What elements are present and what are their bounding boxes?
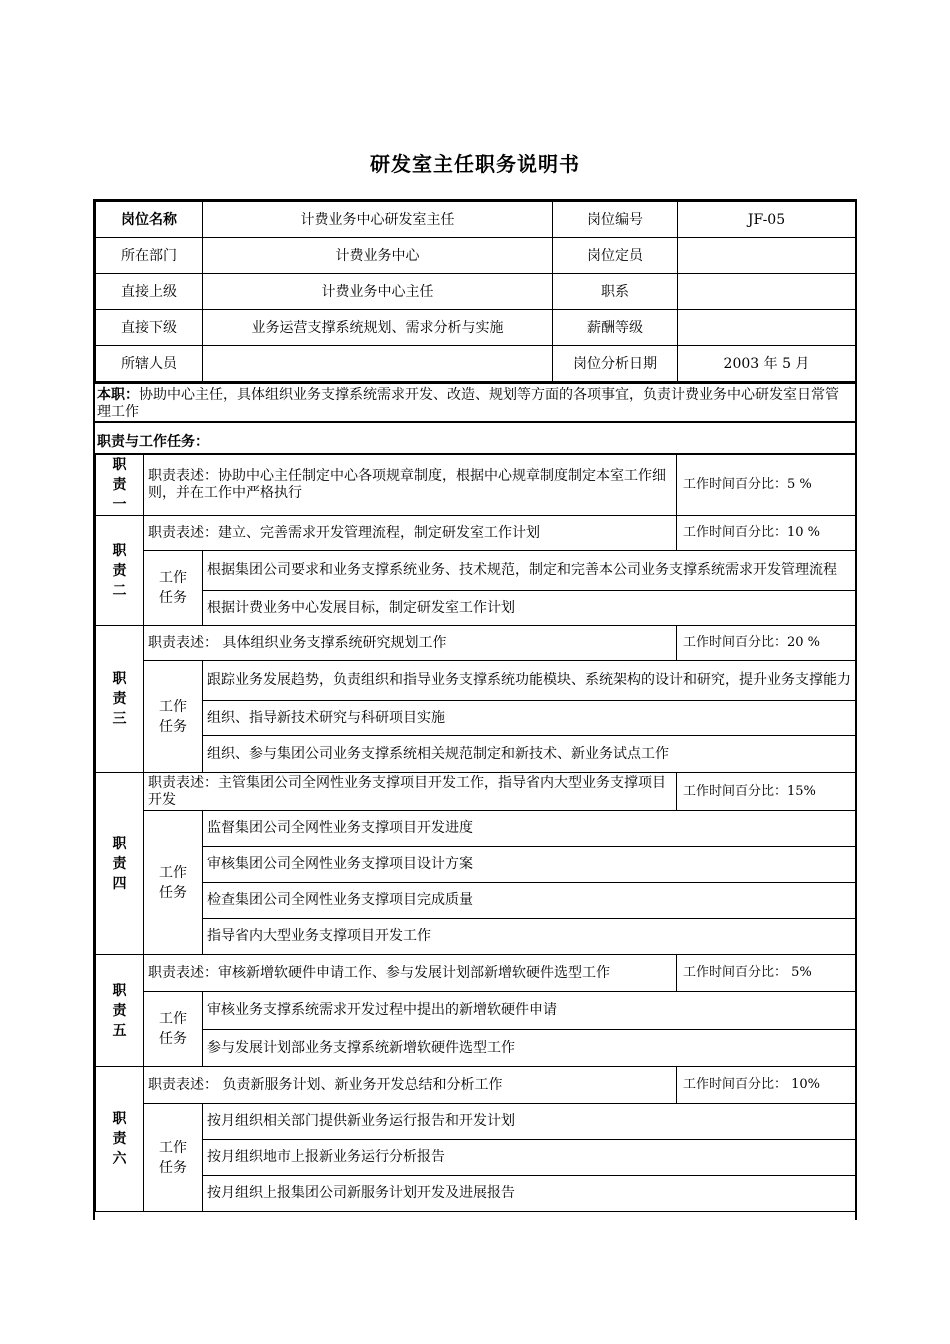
- task-row: [96, 736, 856, 773]
- info-value: 计费业务中心: [203, 238, 553, 274]
- info-value: 2003 年 5 月: [678, 346, 856, 382]
- info-label: 直接下级: [96, 310, 203, 346]
- duty-row: [96, 626, 856, 661]
- job-summary-label: 本职：: [97, 387, 139, 403]
- task-row: [96, 1176, 856, 1212]
- task-item: 根据集团公司要求和业务支撑系统业务、技术规范，制定和完善本公司业务支撑系统需求开发管理流程: [203, 551, 856, 591]
- info-value: 计费业务中心主任: [203, 274, 553, 310]
- duty-time-percentage: 工作时间百分比：10 %: [677, 516, 856, 551]
- duty-description: 职责表述： 负责新服务计划、新业务开发总结和分析工作: [144, 1067, 677, 1104]
- info-value: [678, 274, 856, 310]
- duty-category: 职 责 四: [96, 773, 144, 955]
- task-row: [96, 1030, 856, 1067]
- task-row: [96, 919, 856, 955]
- duty-category: 职 责 一: [96, 455, 144, 516]
- task-row: [96, 1104, 856, 1140]
- duty-row: [96, 516, 856, 551]
- duty-description: 职责表述：协助中心主任制定中心各项规章制度，根据中心规章制度制定本室工作细则，并在工作中严格执行: [144, 455, 677, 516]
- info-label: 岗位编号: [553, 202, 678, 238]
- info-value: [678, 310, 856, 346]
- duty-time-percentage: 工作时间百分比：20 %: [677, 626, 856, 661]
- task-row: [96, 883, 856, 919]
- duty-time-percentage: 工作时间百分比：5 %: [677, 455, 856, 516]
- task-row: [96, 701, 856, 736]
- info-row: [96, 274, 856, 310]
- duty-row: [96, 455, 856, 516]
- tasks-label: 工作任务: [144, 992, 203, 1067]
- task-row: [96, 551, 856, 591]
- info-row: [96, 202, 856, 238]
- duty-row: [96, 955, 856, 992]
- task-item: 按月组织地市上报新业务运行分析报告: [203, 1140, 856, 1176]
- tasks-label: 工作任务: [144, 811, 203, 955]
- info-value: 计费业务中心研发室主任: [203, 202, 553, 238]
- task-item: 审核业务支撑系统需求开发过程中提出的新增软硬件申请: [203, 992, 856, 1030]
- task-item: 跟踪业务发展趋势，负责组织和指导业务支撑系统功能模块、系统架构的设计和研究，提升业务支撑能力: [203, 661, 856, 701]
- task-item: 监督集团公司全网性业务支撑项目开发进度: [203, 811, 856, 847]
- task-item: 按月组织上报集团公司新服务计划开发及进展报告: [203, 1176, 856, 1212]
- info-value: [203, 346, 553, 382]
- tasks-label: 工作任务: [144, 1104, 203, 1212]
- info-label: 岗位分析日期: [553, 346, 678, 382]
- duty-description: 职责表述： 具体组织业务支撑系统研究规划工作: [144, 626, 677, 661]
- info-value: 业务运营支撑系统规划、需求分析与实施: [203, 310, 553, 346]
- duties-heading: 职责与工作任务：: [95, 422, 855, 454]
- info-label: 薪酬等级: [553, 310, 678, 346]
- info-value: [678, 238, 856, 274]
- duty-category: 职 责 六: [96, 1067, 144, 1212]
- duties-table: [95, 454, 856, 1212]
- task-item: 按月组织相关部门提供新业务运行报告和开发计划: [203, 1104, 856, 1140]
- info-label: 岗位名称: [96, 202, 203, 238]
- task-item: 组织、参与集团公司业务支撑系统相关规范制定和新技术、新业务试点工作: [203, 736, 856, 773]
- job-summary-text: 协助中心主任，具体组织业务支撑系统需求开发、改造、规划等方面的各项事宜，负责计费业务中心研发室日常管理工作: [97, 387, 839, 420]
- duty-row: [96, 1067, 856, 1104]
- info-label: 岗位定员: [553, 238, 678, 274]
- task-item: 审核集团公司全网性业务支撑项目设计方案: [203, 847, 856, 883]
- duty-time-percentage: 工作时间百分比： 10%: [677, 1067, 856, 1104]
- basic-info-table: [95, 201, 856, 382]
- duty-time-percentage: 工作时间百分比： 5%: [677, 955, 856, 992]
- duty-row: [96, 773, 856, 811]
- tasks-label: 工作任务: [144, 661, 203, 773]
- task-row: [96, 811, 856, 847]
- info-value: JF-05: [678, 202, 856, 238]
- duty-description: 职责表述：审核新增软硬件申请工作、参与发展计划部新增软硬件选型工作: [144, 955, 677, 992]
- task-item: 指导省内大型业务支撑项目开发工作: [203, 919, 856, 955]
- job-description-form: [93, 199, 857, 1220]
- task-item: 组织、指导新技术研究与科研项目实施: [203, 701, 856, 736]
- info-label: 职系: [553, 274, 678, 310]
- task-row: [96, 992, 856, 1030]
- task-item: 参与发展计划部业务支撑系统新增软硬件选型工作: [203, 1030, 856, 1067]
- duty-category: 职 责 五: [96, 955, 144, 1067]
- info-row: [96, 238, 856, 274]
- duty-description: 职责表述：主管集团公司全网性业务支撑项目开发工作，指导省内大型业务支撑项目开发: [144, 773, 677, 811]
- task-row: [96, 591, 856, 626]
- duty-description: 职责表述：建立、完善需求开发管理流程，制定研发室工作计划: [144, 516, 677, 551]
- tasks-label: 工作任务: [144, 551, 203, 626]
- task-item: 根据计费业务中心发展目标，制定研发室工作计划: [203, 591, 856, 626]
- info-row: [96, 346, 856, 382]
- page-title: 研发室主任职务说明书: [370, 152, 580, 176]
- job-summary: [95, 382, 855, 422]
- duty-category: 职 责 三: [96, 626, 144, 773]
- info-row: [96, 310, 856, 346]
- task-row: [96, 847, 856, 883]
- info-label: 所在部门: [96, 238, 203, 274]
- duty-time-percentage: 工作时间百分比：15%: [677, 773, 856, 811]
- info-label: 所辖人员: [96, 346, 203, 382]
- task-row: [96, 661, 856, 701]
- task-item: 检查集团公司全网性业务支撑项目完成质量: [203, 883, 856, 919]
- task-row: [96, 1140, 856, 1176]
- info-label: 直接上级: [96, 274, 203, 310]
- duty-category: 职 责 二: [96, 516, 144, 626]
